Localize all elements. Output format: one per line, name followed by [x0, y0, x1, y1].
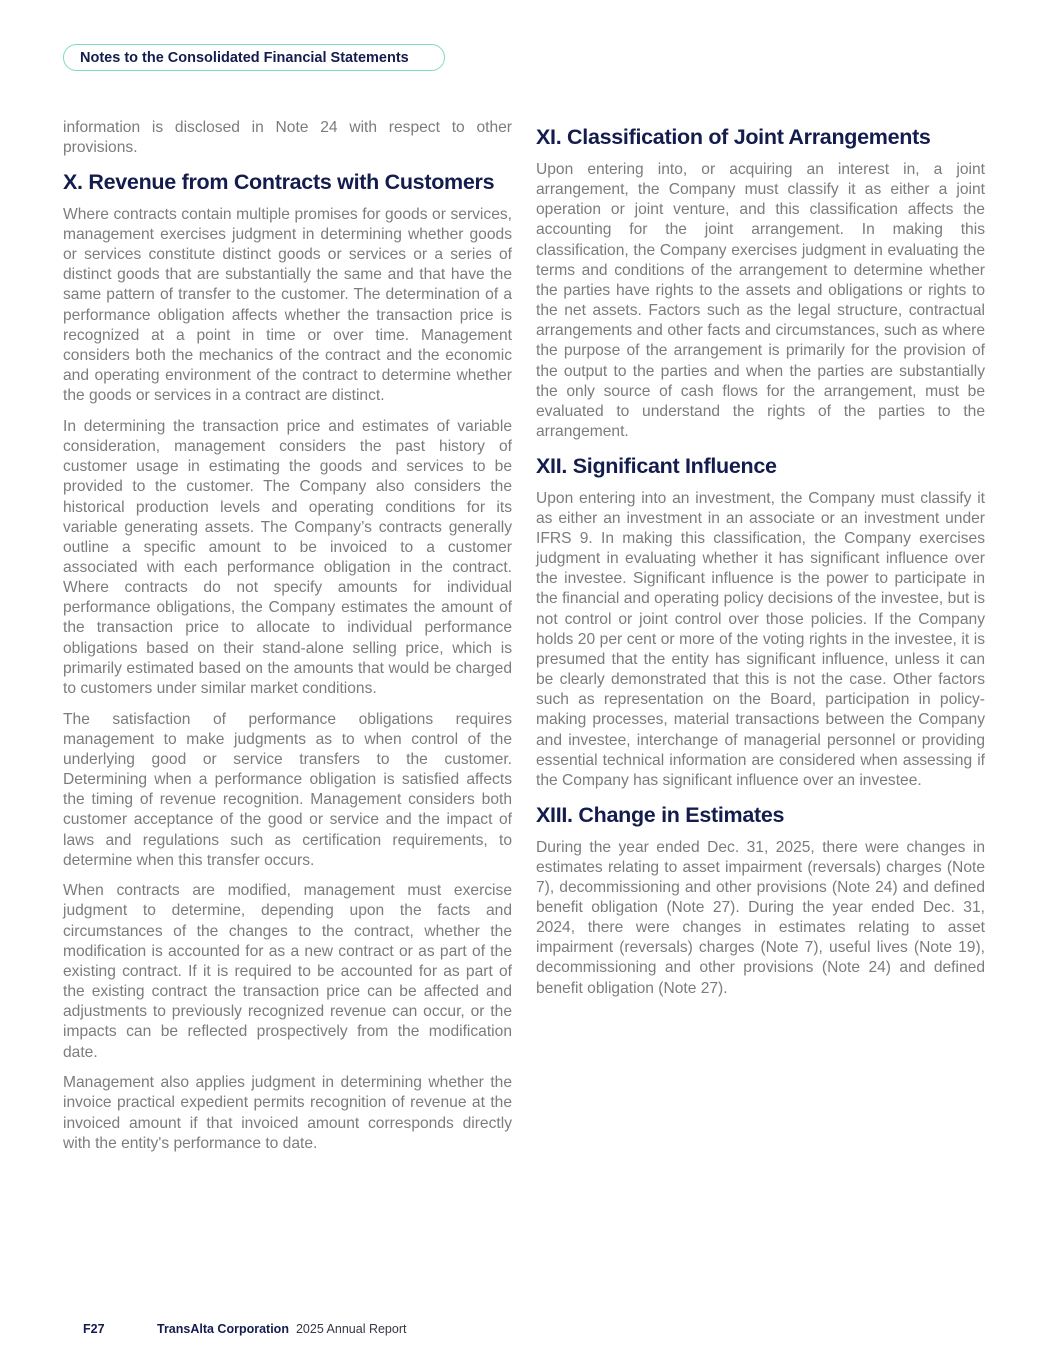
section-header-tab — [63, 44, 445, 71]
section-header-label: Notes to the Consolidated Financial Statements — [80, 49, 409, 66]
heading-revenue: X. Revenue from Contracts with Customers — [63, 169, 495, 194]
revenue-paragraph-4: When contracts are modified, management must exercise judgment to determine, depending upon the facts and circumstances of the changes to the contract, whether the modification is accounted for as a new contract or as part of the existing contract. If it is required to be accounted for as part of the existing contract the transaction price can be affected and adjustments to previously recognized revenue can occur, or the impacts can be reflected prospectively from the modification date. — [63, 882, 512, 1061]
page-footer — [83, 1322, 406, 1336]
revenue-paragraph-3: The satisfaction of performance obligations requires management to make judgments as to when control of the underlying good or service transfers to the customer. Determining when a performance obligation is satisfied affects the timing of revenue recognition. Management considers both customer acceptance of the good or service and the impact of laws and regulations such as certification requirements, to determine when this transfer occurs. — [63, 710, 512, 869]
page-number: F27 — [83, 1322, 105, 1336]
footer-report-title: 2025 Annual Report — [295, 1322, 407, 1336]
joint-arrangements-paragraph: Upon entering into, or acquiring an interest in, a joint arrangement, the Company must classify it as either a joint operation or joint venture, and this classification affects the accounting for the joint arrangement. In making this classification, the Company exercises judgment in evaluating the terms and conditions of the arrangement to determine whether the parties have rights to the assets and obligations or rights to the net assets. Factors such as the legal structure, contractual arrangements and other facts and circumstances, such as where the purpose of the arrangement is primarily for the provision of the output to the parties and when the parties are substantially the only source of cash flows for the arrangement, must be evaluated to understand the rights of the parties to the arrangement. — [536, 161, 985, 441]
revenue-paragraph-1: Where contracts contain multiple promises for goods or services, management exercises judgment in determining whether goods or services constitute distinct goods or services or a series of distinct goods that are substantially the same and that have the same pattern of transfer to the customer. The determination of a performance obligation affects whether the transaction price is recognized at a point in time or over time. Management considers both the mechanics of the contract and the economic and operating environment of the contract to determine whether the goods or services in a contract are distinct. — [63, 205, 512, 405]
right-column — [536, 124, 985, 1009]
heading-change-in-estimates: XIII. Change in Estimates — [536, 802, 785, 827]
heading-significant-influence: XII. Significant Influence — [536, 453, 777, 478]
intro-paragraph: information is disclosed in Note 24 with respect to other provisions. — [63, 119, 512, 157]
heading-joint-arrangements: XI. Classification of Joint Arrangements — [536, 125, 931, 149]
revenue-paragraph-2: In determining the transaction price and estimates of variable consideration, management considers the past history of customer usage in estimating the goods and services to be provided to the customer. The Company also considers the historical production levels and operating conditions for its variable generating assets. The Company’s contracts generally outline a specific amount to be invoiced to a customer associated with each performance obligation in the contract. Where contracts do not specify amounts for individual performance obligations, the Company estimates the amount of the transaction price to allocate to individual performance obligations based on their stand-alone selling price, which is primarily estimated based on the amounts that would be charged to customers under similar market conditions. — [63, 417, 512, 697]
left-column — [63, 118, 512, 1164]
significant-influence-paragraph: Upon entering into an investment, the Company must classify it as either an investment in an associate or an investment under IFRS 9. In making this classification, the Company exercises judgment in evaluating whether it has significant influence over the investee. Significant influence is the power to participate in the financial and operating policy decisions of the investee, but is not control or joint control over those policies. If the Company holds 20 per cent or more of the voting rights in the investee, it is presumed that the entity has significant influence, unless it can be clearly demonstrated that this is not the case. Other factors such as representation on the Board, participation in policy-making processes, material transactions between the Company and investee, interchange of managerial personnel or providing essential technical information are considered when assessing if the Company has significant influence over an investee. — [536, 489, 985, 789]
revenue-paragraph-5: Management also applies judgment in determining whether the invoice practical expedient permits recognition of revenue at the invoiced amount if that invoiced amount corresponds directly with the entity's performance to date. — [63, 1074, 512, 1152]
change-in-estimates-paragraph: During the year ended Dec. 31, 2025, there were changes in estimates relating to asset impairment (reversals) charges (Note 7), decommissioning and other provisions (Note 24) and defined benefit obligation (Note 27). During the year ended Dec. 31, 2024, there were changes in estimates relating to asset impairment (reversals) charges (Note 7), useful lives (Note 19), decommissioning and other provisions (Note 24) and defined benefit obligation (Note 27). — [536, 838, 985, 997]
footer-company: TransAlta Corporation — [157, 1322, 289, 1336]
